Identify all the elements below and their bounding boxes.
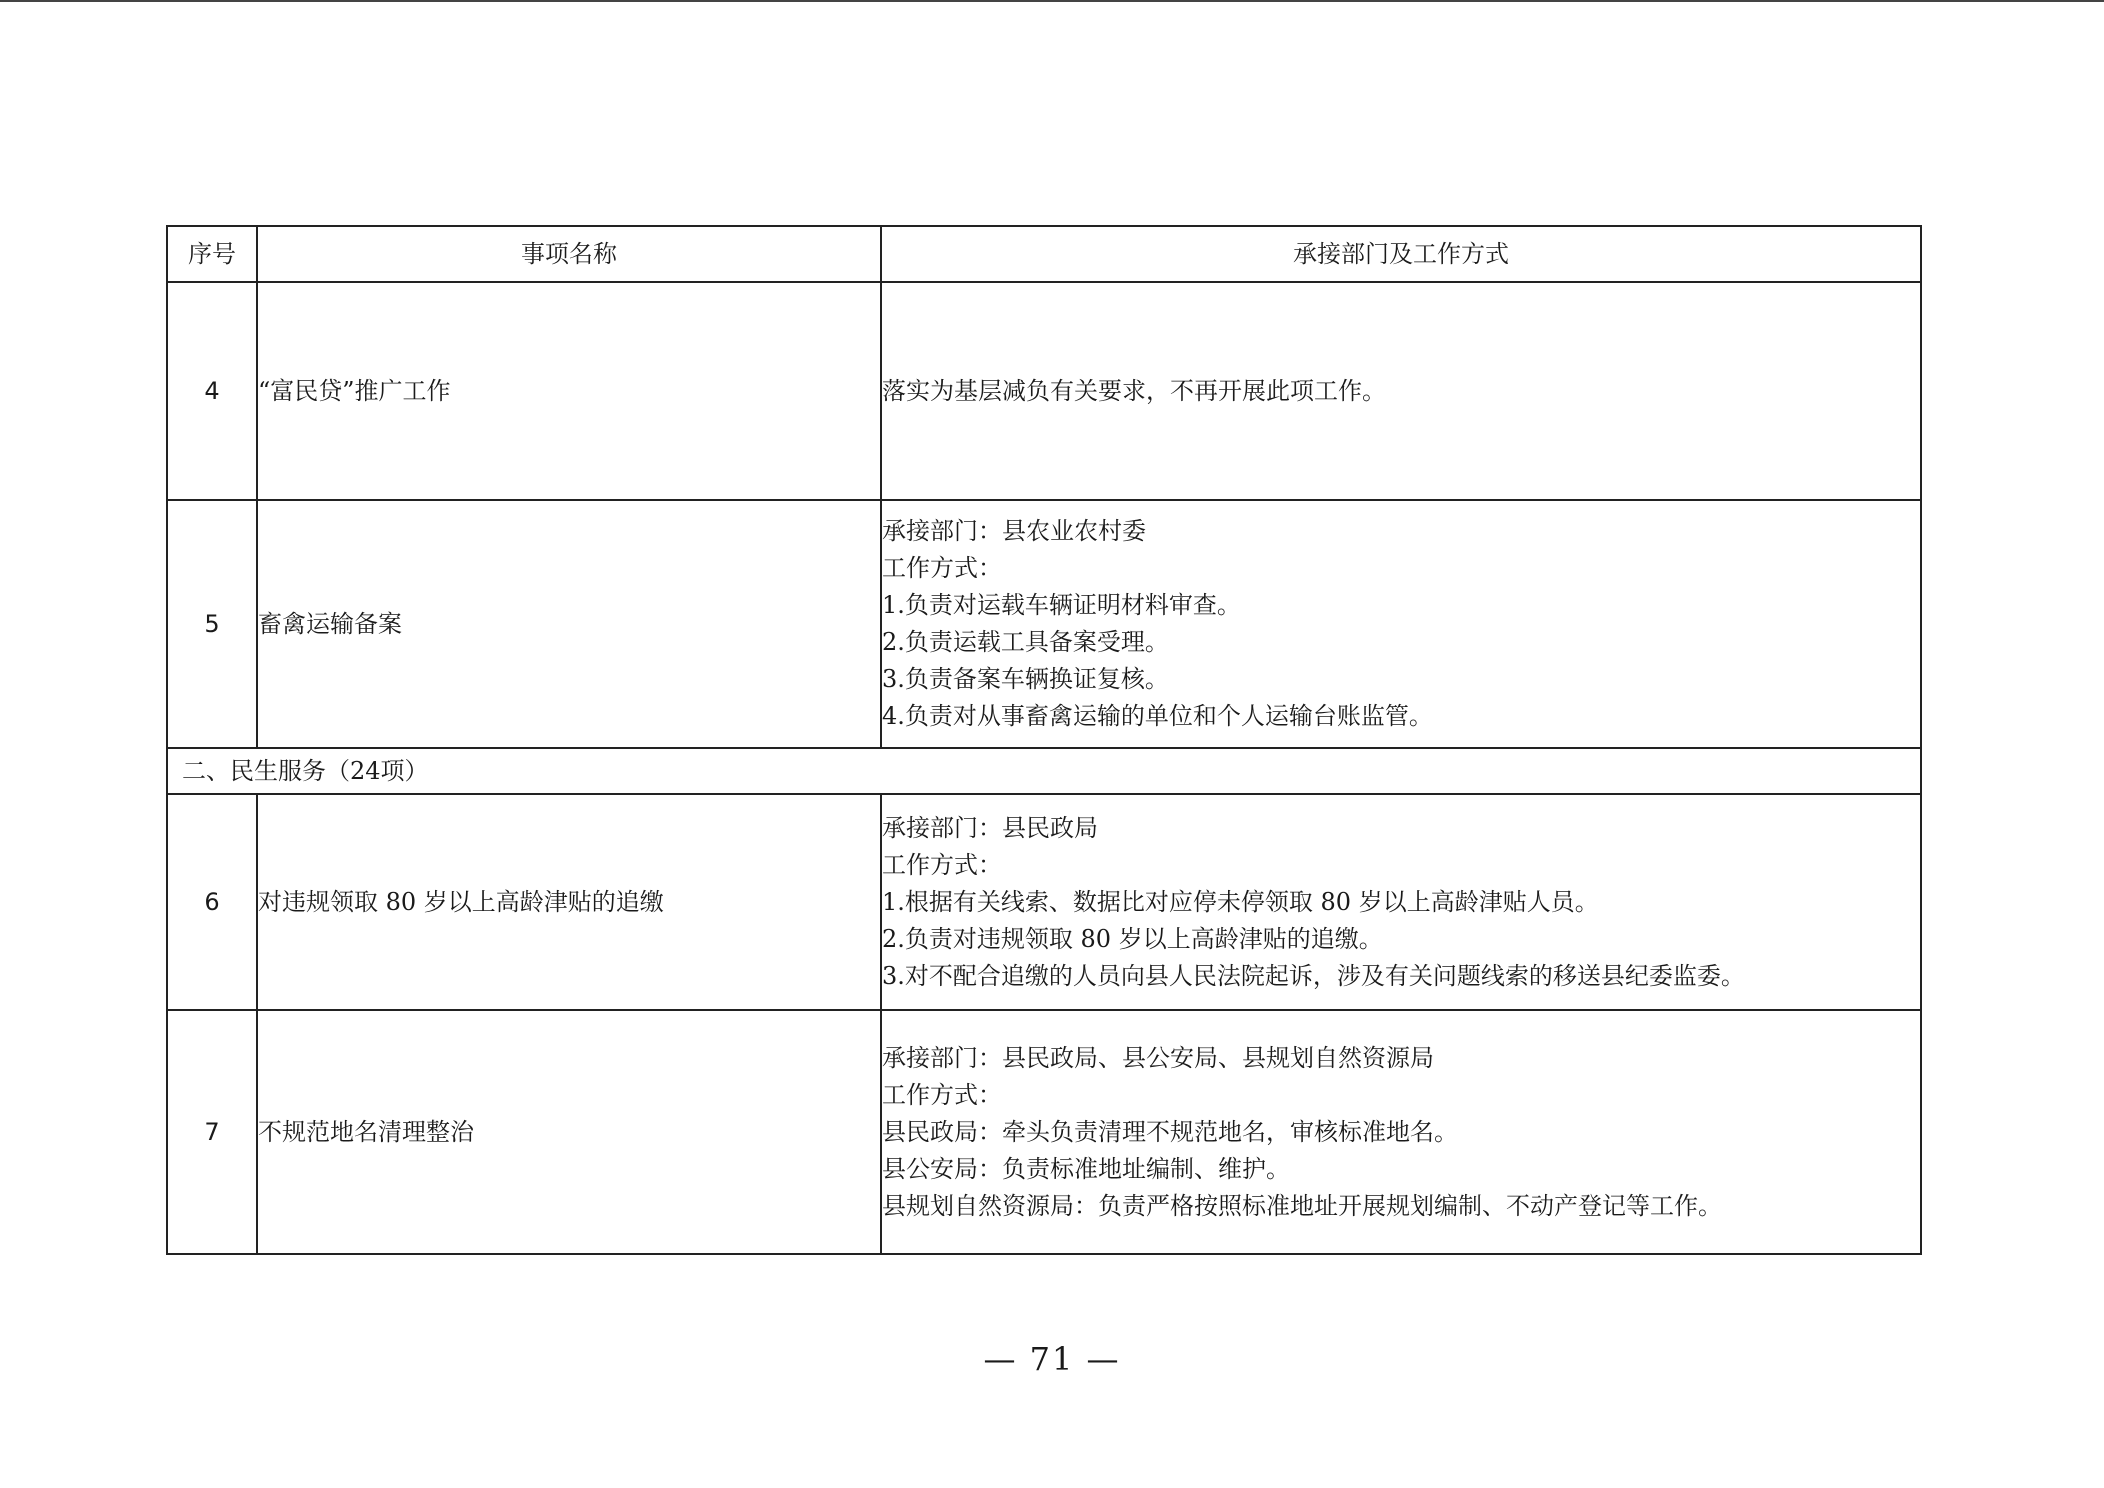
row-department-method [881,500,1921,748]
dept-line: 3.负责备案车辆换证复核。 [882,665,1169,693]
dept-line: 工作方式： [882,554,1002,582]
table-row [167,794,1921,1010]
dept-line: 2.负责运载工具备案受理。 [882,628,1169,656]
dept-line: 县民政局：牵头负责清理不规范地名，审核标准地名。 [882,1117,1458,1146]
dept-line: 县规划自然资源局：负责严格按照标准地址开展规划编制、不动产登记等工作。 [882,1191,1722,1220]
row-seq: 6 [167,794,257,1010]
section-title: 二、民生服务（24项） [167,748,1921,794]
dept-line: 工作方式： [882,850,1002,879]
section-header-row [167,748,1921,794]
table-row [167,282,1921,500]
row-department-method [881,794,1921,1010]
table-header-row [167,226,1921,282]
header-department-method: 承接部门及工作方式 [881,226,1921,282]
row-seq: 4 [167,282,257,500]
row-item-name: 畜禽运输备案 [257,500,881,748]
dept-line: 4.负责对从事畜禽运输的单位和个人运输台账监管。 [882,702,1433,730]
dept-line: 承接部门：县农业农村委 [882,517,1146,545]
row-item-name: 不规范地名清理整治 [257,1010,881,1254]
row-seq: 5 [167,500,257,748]
items-table [166,225,1922,1255]
dept-line: 3.对不配合追缴的人员向县人民法院起诉，涉及有关问题线索的移送县纪委监委。 [882,961,1745,990]
dept-line: 1.负责对运载车辆证明材料审查。 [882,591,1241,619]
top-border-line [0,0,2104,2]
dept-line: 县公安局：负责标准地址编制、维护。 [882,1154,1290,1183]
dept-line: 2.负责对违规领取 80 岁以上高龄津贴的追缴。 [882,924,1383,953]
header-seq: 序号 [167,226,257,282]
table-row [167,1010,1921,1254]
dept-line: 1.根据有关线索、数据比对应停未停领取 80 岁以上高龄津贴人员。 [882,887,1599,916]
row-item-name: 对违规领取 80 岁以上高龄津贴的追缴 [257,794,881,1010]
row-item-name: “富民贷”推广工作 [257,282,881,500]
dept-line: 工作方式： [882,1080,1002,1109]
dept-line: 承接部门：县民政局 [882,813,1098,842]
header-item-name: 事项名称 [257,226,881,282]
dept-line: 落实为基层减负有关要求，不再开展此项工作。 [882,376,1386,405]
row-seq: 7 [167,1010,257,1254]
dept-line: 承接部门：县民政局、县公安局、县规划自然资源局 [882,1043,1434,1072]
page-number: — 71 — [983,1340,1121,1378]
table-row [167,500,1921,748]
row-department-method [881,282,1921,500]
row-department-method [881,1010,1921,1254]
